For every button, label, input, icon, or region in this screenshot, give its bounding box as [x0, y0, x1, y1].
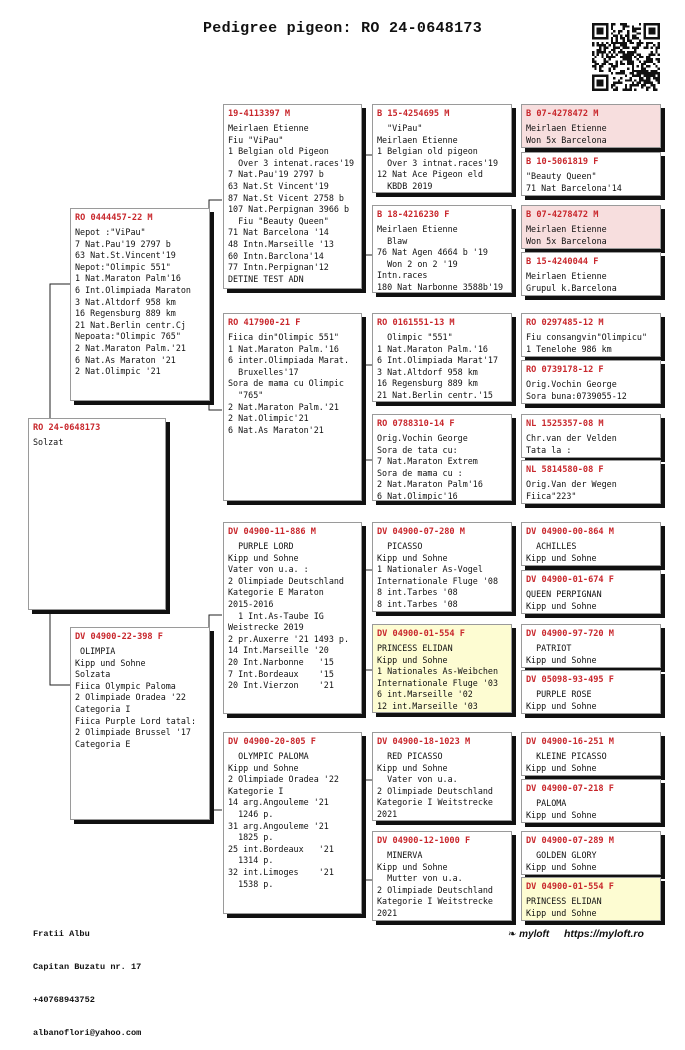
grandparent-line: 2 Nat.Olimpic'21: [228, 413, 309, 424]
gg-grandparent-line: Kipp und Sohne: [526, 809, 597, 820]
great-grandparent-line: 8 int.Tarbes '08: [377, 598, 458, 609]
great-grandparent-line: 3 Nat.Altdorf 958 km: [377, 366, 478, 377]
grandparent-line: OLYMPIC PALOMA: [228, 751, 309, 761]
great-grandparent-line: 6 Nat.Olimpic'16: [377, 490, 458, 501]
great-grandparent-line: Olimpic "551": [377, 332, 453, 342]
great-grandparent-line: 2 Olimpiade Deutschland: [377, 785, 493, 796]
great-grandparent-ring: DV 04900-01-554 F: [377, 629, 465, 639]
father-line: 16 Regensburg 889 km: [75, 308, 176, 319]
gg-grandparent-box[interactable]: [521, 205, 661, 249]
grandparent-line: 48 Intn.Marseille '13: [228, 238, 334, 249]
gg-grandparent-box[interactable]: [521, 877, 661, 921]
gg-grandparent-box[interactable]: [521, 460, 661, 504]
gg-grandparent-ring: RO 0297485-12 M: [526, 318, 604, 328]
great-grandparent-line: Won 2 on 2 '19: [377, 258, 458, 269]
great-grandparent-box[interactable]: [372, 313, 512, 402]
gg-grandparent-line: Orig.Vochin George: [526, 379, 617, 389]
gg-grandparent-line: Tata la :: [526, 444, 572, 455]
gg-grandparent-box[interactable]: [521, 779, 661, 823]
brand-logo: myloft: [519, 929, 550, 940]
great-grandparent-line: 6 int.Marseille '02: [377, 689, 473, 700]
breeder-email[interactable]: albanoflori@yahoo.com: [33, 1028, 142, 1038]
gg-grandparent-line: Kipp und Sohne: [526, 552, 597, 563]
gg-grandparent-ring: DV 04900-07-218 F: [526, 784, 614, 794]
great-grandparent-line: Over 3 intnat.races'19: [377, 157, 499, 168]
gg-grandparent-box[interactable]: [521, 313, 661, 357]
gg-grandparent-line: Kipp und Sohne: [526, 654, 597, 665]
grandparent-line: 6 inter.Olimpiada Marat.: [228, 355, 350, 366]
great-grandparent-line: PRINCESS ELIDAN: [377, 643, 453, 653]
father-box[interactable]: [70, 208, 210, 401]
grandparent-ring: 19-4113397 M: [228, 109, 291, 119]
grandparent-line: Vater von u.a. :: [228, 564, 309, 575]
breeder-name: Fratii Albu: [33, 929, 90, 939]
subject-ring: RO 24-0648173: [33, 423, 101, 433]
great-grandparent-line: 2021: [377, 907, 398, 918]
great-grandparent-line: MINERVA: [377, 850, 423, 860]
grandparent-box[interactable]: [223, 732, 362, 914]
grandparent-line: 14 Int.Marseille '20: [228, 645, 329, 656]
mother-ring: DV 04900-22-398 F: [75, 632, 163, 642]
gg-grandparent-line: KLEINE PICASSO: [526, 751, 607, 761]
great-grandparent-ring: B 15-4254695 M: [377, 109, 450, 119]
grandparent-line: 63 Nat.St Vincent'19: [228, 180, 329, 191]
father-line: 63 Nat.St.Vincent'19: [75, 250, 176, 261]
gg-grandparent-ring: B 15-4240044 F: [526, 257, 599, 267]
great-grandparent-line: Kategorie I Weitstrecke: [377, 797, 493, 808]
gg-grandparent-box[interactable]: [521, 152, 661, 196]
great-grandparent-line: 1 Belgian old pigeon: [377, 146, 478, 157]
grandparent-line: Over 3 intenat.races'19: [228, 157, 355, 168]
gg-grandparent-line: Meirlaen Etienne: [526, 224, 607, 234]
grandparent-line: 1 Nat.Maraton Palm.'16: [228, 343, 339, 354]
great-grandparent-line: "ViPau": [377, 123, 423, 133]
mother-line: Fiica Olympic Paloma: [75, 680, 176, 691]
great-grandparent-line: Vater von u.a.: [377, 774, 458, 785]
grandparent-line: 60 Intn.Barclona'14: [228, 250, 324, 261]
great-grandparent-line: 1 Nat.Maraton Palm.'16: [377, 343, 488, 354]
gg-grandparent-box[interactable]: [521, 414, 661, 458]
gg-grandparent-line: Grupul k.Barcelona: [526, 282, 617, 293]
gg-grandparent-ring: DV 04900-07-289 M: [526, 836, 614, 846]
great-grandparent-line: Internationale Fluge '08: [377, 575, 499, 586]
gg-grandparent-ring: B 07-4278472 M: [526, 109, 599, 119]
grandparent-box[interactable]: [223, 522, 362, 714]
great-grandparent-line: 16 Regensburg 889 km: [377, 378, 478, 389]
great-grandparent-line: PICASSO: [377, 541, 423, 551]
great-grandparent-line: 2 Nat.Maraton Palm'16: [377, 479, 483, 490]
great-grandparent-ring: RO 0161551-13 M: [377, 318, 455, 328]
grandparent-line: 7 Int.Bordeaux '15: [228, 668, 334, 679]
great-grandparent-box[interactable]: [372, 414, 512, 501]
grandparent-line: 31 arg.Angouleme '21: [228, 820, 329, 831]
gg-grandparent-line: 71 Nat Barcelona'14: [526, 182, 622, 193]
gg-grandparent-line: QUEEN PERPIGNAN: [526, 589, 602, 599]
grandparent-line: 2 Olimpiade Oradea '22: [228, 774, 339, 785]
great-grandparent-box[interactable]: [372, 205, 512, 293]
gg-grandparent-ring: DV 04900-97-720 M: [526, 629, 614, 639]
grandparent-line: Meirlaen Etienne: [228, 123, 309, 133]
gg-grandparent-box[interactable]: [521, 252, 661, 296]
great-grandparent-box[interactable]: [372, 522, 512, 612]
gg-grandparent-line: "Beauty Queen": [526, 171, 597, 181]
father-ring: RO 0444457-22 M: [75, 213, 153, 223]
gg-grandparent-box[interactable]: [521, 670, 661, 714]
grandparent-line: Kipp und Sohne: [228, 762, 299, 773]
grandparent-box[interactable]: [223, 104, 362, 289]
great-grandparent-line: RED PICASSO: [377, 751, 443, 761]
grandparent-ring: RO 417900-21 F: [228, 318, 301, 328]
great-grandparent-box[interactable]: [372, 831, 512, 921]
grandparent-ring: DV 04900-11-886 M: [228, 527, 316, 537]
grandparent-line: Weistrecke 2019: [228, 622, 304, 633]
subject-line: Solzat: [33, 437, 64, 447]
mother-line: Kipp und Sohne: [75, 657, 146, 668]
gg-grandparent-line: Kipp und Sohne: [526, 861, 597, 872]
grandparent-line: 71 Nat Barcelona '14: [228, 227, 329, 238]
father-line: Nepoata:"Olimpic 765": [75, 331, 181, 342]
gg-grandparent-line: Won 5x Barcelona: [526, 134, 607, 145]
gg-grandparent-line: Chr.van der Velden: [526, 433, 617, 443]
grandparent-line: 107 Nat.Perpignan 3966 b: [228, 204, 350, 215]
pigeon-logo-icon: ❧: [508, 929, 517, 940]
great-grandparent-line: Mutter von u.a.: [377, 873, 463, 884]
mother-box[interactable]: [70, 627, 210, 820]
great-grandparent-line: 21 Nat.Berlin centr.'15: [377, 389, 493, 400]
gg-grandparent-line: Fiica"223": [526, 490, 577, 501]
great-grandparent-ring: B 18-4216230 F: [377, 210, 450, 220]
gg-grandparent-line: Sora buna:0739055-12: [526, 390, 627, 401]
great-grandparent-line: 1 Nationales As-Weibchen: [377, 666, 499, 677]
grandparent-line: 1314 p.: [228, 855, 274, 866]
subject-box[interactable]: [28, 418, 166, 610]
mother-line: Categoria I: [75, 703, 131, 714]
grandparent-ring: DV 04900-20-805 F: [228, 737, 316, 747]
gg-grandparent-box[interactable]: [521, 522, 661, 566]
grandparent-line: Fiu "Beauty Queen": [228, 215, 329, 226]
grandparent-line: 77 Intn.Perpignan'12: [228, 262, 329, 273]
grandparent-line: Fiu "ViPau": [228, 134, 284, 145]
grandparent-line: Kategorie E Maraton: [228, 587, 324, 598]
great-grandparent-line: Internationale Fluge '03: [377, 677, 499, 688]
father-line: 6 Int.Olimpiada Maraton: [75, 284, 191, 295]
gg-grandparent-box[interactable]: [521, 624, 661, 668]
great-grandparent-ring: DV 04900-07-280 M: [377, 527, 465, 537]
grandparent-line: 2015-2016: [228, 598, 274, 609]
gg-grandparent-line: PATRIOT: [526, 643, 572, 653]
grandparent-line: 1538 p.: [228, 878, 274, 889]
father-line: Nepot :"ViPau": [75, 227, 146, 237]
father-line: 1 Nat.Maraton Palm'16: [75, 273, 181, 284]
mother-line: Fiica Purple Lord tatal:: [75, 715, 197, 726]
grandparent-line: "765": [228, 389, 264, 400]
page-title: Pedigree pigeon: RO 24-0648173: [202, 20, 483, 37]
great-grandparent-ring: DV 04900-12-1000 F: [377, 836, 471, 846]
mother-line: 2 Olimpiade Oradea '22: [75, 692, 186, 703]
gg-grandparent-ring: DV 05098-93-495 F: [526, 675, 614, 685]
mother-line: Categoria E: [75, 738, 131, 749]
gg-grandparent-line: Kipp und Sohne: [526, 600, 597, 611]
great-grandparent-line: Kategorie I Weitstrecke: [377, 896, 493, 907]
grandparent-line: 20 Int.Narbonne '15: [228, 656, 334, 667]
grandparent-line: PURPLE LORD: [228, 541, 294, 551]
grandparent-line: Kategorie I: [228, 785, 284, 796]
great-grandparent-line: Meirlaen Etienne: [377, 134, 458, 145]
grandparent-line: 6 Nat.As Maraton'21: [228, 424, 324, 435]
great-grandparent-line: 76 Nat Agen 4664 b '19: [377, 247, 488, 258]
great-grandparent-line: Kipp und Sohne: [377, 552, 448, 563]
grandparent-line: 2 Nat.Maraton Palm.'21: [228, 401, 339, 412]
gg-grandparent-line: 1 Tenelohe 986 km: [526, 343, 612, 354]
great-grandparent-line: 12 Nat Ace Pigeon eld: [377, 169, 483, 180]
grandparent-line: Kipp und Sohne: [228, 552, 299, 563]
gg-grandparent-line: ACHILLES: [526, 541, 577, 551]
gg-grandparent-line: PRINCESS ELIDAN: [526, 896, 602, 906]
father-line: Nepot:"Olimpic 551": [75, 261, 171, 272]
gg-grandparent-box[interactable]: [521, 360, 661, 404]
grandparent-line: 1 Belgian old Pigeon: [228, 146, 329, 157]
gg-grandparent-line: Meirlaen Etienne: [526, 271, 607, 281]
gg-grandparent-line: Won 5x Barcelona: [526, 235, 607, 246]
gg-grandparent-ring: B 10-5061819 F: [526, 157, 599, 167]
great-grandparent-ring: RO 0788310-14 F: [377, 419, 455, 429]
breeder-phone: +40768943752: [33, 995, 95, 1005]
great-grandparent-line: 2021: [377, 808, 398, 819]
grandparent-line: 1 Int.As-Taube IG: [228, 610, 324, 621]
grandparent-line: 20 Int.Vierzon '21: [228, 680, 334, 691]
great-grandparent-line: Sora de tata cu:: [377, 444, 458, 455]
grandparent-line: 32 int.Limoges '21: [228, 866, 334, 877]
great-grandparent-line: 1 Nationaler As-Vogel: [377, 564, 483, 575]
father-line: 6 Nat.As Maraton '21: [75, 354, 176, 365]
gg-grandparent-line: Kipp und Sohne: [526, 907, 597, 918]
great-grandparent-box[interactable]: [372, 732, 512, 821]
grandparent-line: DETINE TEST ADN: [228, 273, 304, 284]
father-line: 3 Nat.Altdorf 958 km: [75, 296, 176, 307]
great-grandparent-box[interactable]: [372, 624, 512, 713]
grandparent-line: 7 Nat.Pau'19 2797 b: [228, 169, 324, 180]
gg-grandparent-line: PURPLE ROSE: [526, 689, 592, 699]
gg-grandparent-ring: DV 04900-01-554 F: [526, 882, 614, 892]
grandparent-line: Bruxelles'17: [228, 366, 299, 377]
great-grandparent-line: 8 int.Tarbes '08: [377, 587, 458, 598]
great-grandparent-line: 6 Int.Olimpiada Marat'17: [377, 355, 499, 366]
father-line: 2 Nat.Maraton Palm.'21: [75, 342, 186, 353]
gg-grandparent-ring: NL 1525357-08 M: [526, 419, 604, 429]
gg-grandparent-ring: DV 04900-16-251 M: [526, 737, 614, 747]
great-grandparent-line: Intn.races: [377, 270, 428, 281]
gg-grandparent-line: Kipp und Sohne: [526, 762, 597, 773]
father-line: 2 Nat.Olimpic '21: [75, 366, 161, 377]
great-grandparent-line: Kipp und Sohne: [377, 762, 448, 773]
great-grandparent-line: Orig.Vochin George: [377, 433, 468, 443]
great-grandparent-line: KBDB 2019: [377, 180, 433, 191]
gg-grandparent-line: Orig.Van der Wegen: [526, 479, 617, 489]
great-grandparent-line: 2 Olimpiade Deutschland: [377, 884, 493, 895]
grandparent-box[interactable]: [223, 313, 362, 501]
gg-grandparent-box[interactable]: [521, 104, 661, 148]
brand: [508, 928, 644, 940]
gg-grandparent-line: Fiu consangvin"Olimpicu": [526, 332, 648, 342]
great-grandparent-line: Sora de mama cu :: [377, 467, 463, 478]
great-grandparent-line: 180 Nat Narbonne 3588b'19: [377, 281, 504, 292]
great-grandparent-box[interactable]: [372, 104, 512, 193]
grandparent-line: 1825 p.: [228, 832, 274, 843]
grandparent-line: 87 Nat.St Vicent 2758 b: [228, 192, 344, 203]
gg-grandparent-ring: NL 5814580-08 F: [526, 465, 604, 475]
great-grandparent-line: Kipp und Sohne: [377, 654, 448, 665]
great-grandparent-line: 7 Nat.Maraton Extrem: [377, 456, 478, 467]
gg-grandparent-line: PALOMA: [526, 798, 567, 808]
gg-grandparent-line: Kipp und Sohne: [526, 700, 597, 711]
gg-grandparent-box[interactable]: [521, 831, 661, 875]
grandparent-line: Fiica din"Olimpic 551": [228, 332, 339, 342]
great-grandparent-line: Meirlaen Etienne: [377, 224, 458, 234]
gg-grandparent-ring: DV 04900-00-864 M: [526, 527, 614, 537]
father-line: 7 Nat.Pau'19 2797 b: [75, 238, 171, 249]
gg-grandparent-ring: B 07-4278472 M: [526, 210, 599, 220]
grandparent-line: 25 int.Bordeaux '21: [228, 843, 334, 854]
father-line: 21 Nat.Berlin centr.Cj: [75, 319, 186, 330]
great-grandparent-line: Kipp und Sohne: [377, 861, 448, 872]
gg-grandparent-line: Meirlaen Etienne: [526, 123, 607, 133]
grandparent-line: Sora de mama cu Olimpic: [228, 378, 344, 389]
great-grandparent-line: 12 int.Marseille '03: [377, 700, 478, 711]
mother-line: Solzata: [75, 669, 111, 680]
grandparent-line: 2 pr.Auxerre '21 1493 p.: [228, 633, 350, 644]
great-grandparent-line: Blaw: [377, 235, 408, 246]
breeder-address: Capitan Buzatu nr. 17: [33, 962, 142, 972]
brand-url[interactable]: https://myloft.ro: [563, 928, 644, 940]
grandparent-line: 2 Olimpiade Deutschland: [228, 575, 344, 586]
gg-grandparent-box[interactable]: [521, 732, 661, 776]
gg-grandparent-line: GOLDEN GLORY: [526, 850, 597, 860]
mother-line: OLIMPIA: [75, 646, 116, 656]
gg-grandparent-ring: RO 0739178-12 F: [526, 365, 604, 375]
great-grandparent-ring: DV 04900-18-1023 M: [377, 737, 471, 747]
grandparent-line: 1246 p.: [228, 808, 274, 819]
grandparent-line: 14 arg.Angouleme '21: [228, 797, 329, 808]
gg-grandparent-box[interactable]: [521, 570, 661, 614]
gg-grandparent-ring: DV 04900-01-674 F: [526, 575, 614, 585]
mother-line: 2 Olimpiade Brussel '17: [75, 727, 191, 738]
